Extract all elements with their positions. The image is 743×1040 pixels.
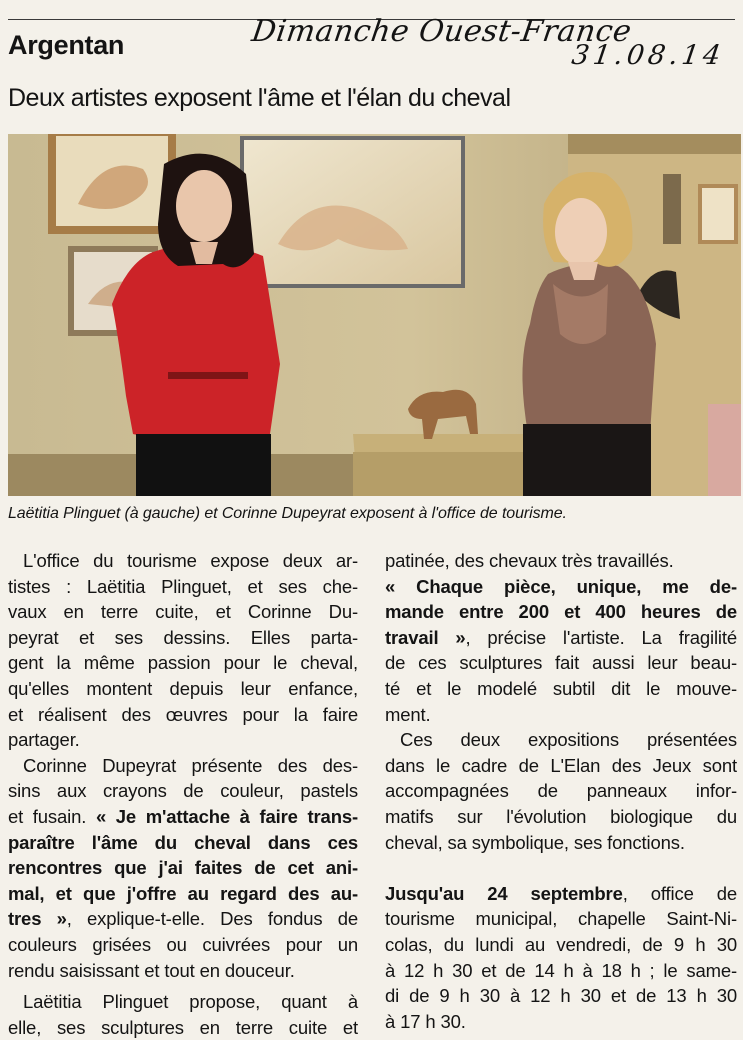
article-line <box>385 1009 737 1035</box>
article-text: à 17 h 30. <box>385 1010 466 1032</box>
article-text: té et le modelé subtil dit le mouve- <box>385 677 737 699</box>
article-quote-text: Jusqu'au 24 septembre <box>385 882 623 904</box>
article-text: matifs sur l'évolution biologique du <box>385 805 737 827</box>
article-line <box>8 727 358 753</box>
article-line <box>385 650 737 676</box>
article-line <box>8 548 358 574</box>
article-line <box>8 599 358 625</box>
article-line <box>8 881 358 907</box>
article-line <box>8 855 358 881</box>
article-text: rendu saisissant et tout en douceur. <box>8 959 295 981</box>
article-line <box>385 625 737 651</box>
article-text: de ces sculptures fait aussi leur beau- <box>385 652 737 674</box>
article-line <box>8 753 358 779</box>
article-line <box>8 932 358 958</box>
article-text: à 12 h 30 et de 14 h à 18 h ; le same- <box>385 959 737 981</box>
article-text: couleurs grisées ou cuivrées pour un <box>8 933 358 955</box>
article-text: sins aux crayons de couleur, pastels <box>8 780 358 802</box>
article-line <box>8 804 358 830</box>
article-line <box>8 574 358 600</box>
article-line <box>385 753 737 779</box>
article-line <box>385 932 737 958</box>
article-line <box>8 702 358 728</box>
handwritten-annotation <box>249 14 732 76</box>
article-column-right <box>385 548 737 1034</box>
article-text: et fusain. <box>8 805 96 827</box>
article-line <box>385 958 737 984</box>
article-text: peyrat et ses dessins. Elles parta- <box>8 626 358 648</box>
article-line <box>8 906 358 932</box>
article-line <box>8 958 358 984</box>
article-headline: Deux artistes exposent l'âme et l'élan du cheval <box>8 84 511 112</box>
article-quote-text: rencontres que j'ai faites de cet ani- <box>8 857 358 879</box>
article-text: , office de <box>622 882 737 904</box>
article-text: qu'elles montent depuis leur enfance, <box>8 677 358 699</box>
article-text: accompagnées de panneaux infor- <box>385 780 737 802</box>
article-quote-text: tres » <box>8 908 67 930</box>
article-text: Ces deux expositions présentées <box>400 729 737 751</box>
article-line <box>385 599 737 625</box>
article-quote-text: « Chaque pièce, unique, me de- <box>385 575 737 597</box>
article-text: , précise l'artiste. La fragilité <box>465 626 737 648</box>
article-quote-text: travail » <box>385 626 466 648</box>
article-text: et réalisent des œuvres pour la faire <box>8 703 358 725</box>
article-line <box>385 727 737 753</box>
article-line <box>385 702 737 728</box>
article-line <box>8 650 358 676</box>
article-line <box>385 676 737 702</box>
article-quote-text: mal, et que j'offre au regard des au- <box>8 882 358 904</box>
article-line <box>385 906 737 932</box>
town-heading: Argentan <box>8 30 125 60</box>
article-text: gent la même passion pour le cheval, <box>8 652 358 674</box>
article-text: dans le cadre de L'Elan des Jeux sont <box>385 754 737 776</box>
article-text: , explique-t-elle. Des fondus de <box>66 908 358 930</box>
handwritten-source: Dimanche Ouest-France <box>249 14 634 49</box>
article-text: di de 9 h 30 à 12 h 30 et de 13 h 30 <box>385 985 737 1007</box>
article-line <box>385 830 737 856</box>
article-line <box>385 855 737 881</box>
article-line <box>8 1015 358 1040</box>
article-text: cheval, sa symbolique, ses fonctions. <box>385 831 685 853</box>
article-text: partager. <box>8 729 80 751</box>
article-text: vaux en terre cuite, et Corinne Du- <box>8 601 358 623</box>
article-line <box>385 548 737 574</box>
article-text: L'office du tourisme expose deux ar- <box>23 550 358 571</box>
article-text: patinée, des chevaux très travaillés. <box>385 550 674 571</box>
article-line <box>385 778 737 804</box>
article-line <box>8 989 358 1015</box>
article-text: Corinne Dupeyrat présente des des- <box>23 754 358 776</box>
article-line <box>8 625 358 651</box>
photo-caption: Laëtitia Plinguet (à gauche) et Corinne Dupeyrat exposent à l'office de tourisme. <box>8 505 567 522</box>
article-line <box>8 778 358 804</box>
article-photo <box>8 134 741 496</box>
article-text: tourisme municipal, chapelle Saint-Ni- <box>385 908 737 930</box>
article-text: ment. <box>385 703 431 725</box>
article-line <box>385 881 737 907</box>
article-quote-text: paraître l'âme du cheval dans ces <box>8 831 358 853</box>
article-text: colas, du lundi au vendredi, de 9 h 30 <box>385 933 737 955</box>
article-line <box>8 676 358 702</box>
article-quote-text: mande entre 200 et 400 heures de <box>385 601 737 623</box>
article-line <box>385 574 737 600</box>
article-text: elle, ses sculptures en terre cuite et <box>8 1016 358 1038</box>
article-line <box>385 983 737 1009</box>
article-quote-text: « Je m'attache à faire trans- <box>95 805 358 827</box>
article-text: tistes : Laëtitia Plinguet, et ses che- <box>8 575 358 597</box>
article-text: Laëtitia Plinguet propose, quant à <box>23 991 358 1013</box>
article-line <box>385 804 737 830</box>
handwritten-date: 31.08.14 <box>569 40 727 71</box>
article-column-left <box>8 548 358 1040</box>
article-line <box>8 830 358 856</box>
